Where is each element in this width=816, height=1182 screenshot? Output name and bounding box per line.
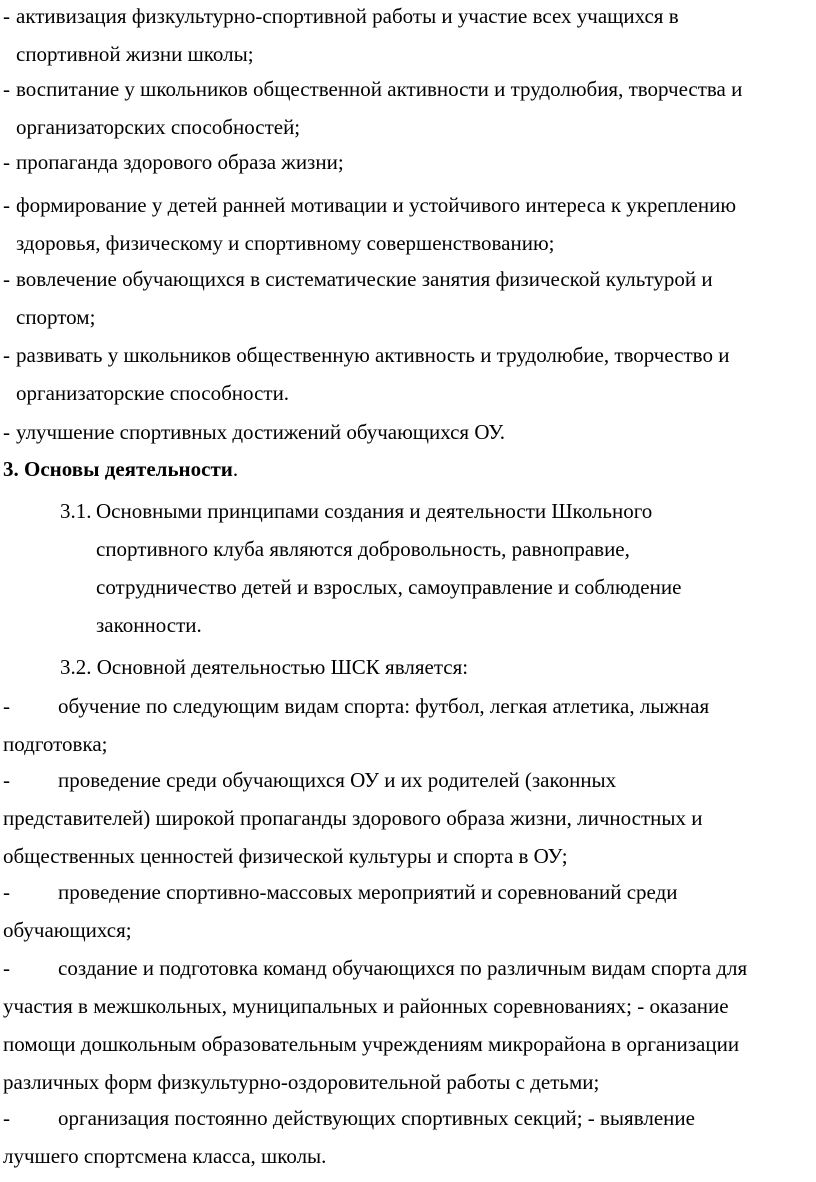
goal-line: организаторских способностей; [16, 115, 301, 139]
principle-paragraph [60, 492, 760, 644]
dash: - [3, 150, 10, 174]
goal-line: воспитание у школьников общественной активности и трудолюбия, творчества и [16, 77, 743, 101]
activity-line: лучшего спортсмена класса, школы. [3, 1144, 327, 1168]
main-activity-number: 3.2. [60, 655, 92, 679]
goal-line: активизация физкультурно-спортивной работы и участие всех учащихся в [16, 4, 679, 28]
activity-line: представителей) широкой пропаганды здорового образа жизни, личностных и [3, 806, 703, 830]
principle-line: законности. [96, 613, 202, 637]
activity-item [3, 1099, 813, 1175]
goal-line: развивать у школьников общественную активность и трудолюбие, творчество и [16, 343, 730, 367]
goal-line: спортивной жизни школы; [16, 42, 254, 66]
goal-item [3, 336, 729, 412]
principle-line: Основными принципами создания и деятельности Школьного [96, 499, 653, 523]
activity-item [3, 761, 813, 875]
dash: - [3, 4, 10, 28]
activity-line: создание и подготовка команд обучающихся по различным видам спорта для [58, 956, 748, 980]
dash: - [3, 694, 10, 718]
goal-item [3, 260, 713, 336]
goal-item [3, 143, 344, 181]
goal-line: здоровья, физическому и спортивному совершенствованию; [16, 231, 555, 255]
main-activity-text: Основной деятельностью ШСК является: [96, 655, 469, 679]
goal-line: улучшение спортивных достижений обучающихся ОУ. [16, 420, 505, 444]
goal-line: пропаганда здорового образа жизни; [16, 150, 344, 174]
activity-line: различных форм физкультурно-оздоровительной работы с детьми; [3, 1070, 600, 1094]
goal-item [3, 413, 505, 451]
activity-line: проведение среди обучающихся ОУ и их родителей (законных [58, 768, 617, 792]
dash: - [3, 768, 10, 792]
activity-item [3, 873, 813, 949]
activity-line: обучение по следующим видам спорта: футбол, легкая атлетика, лыжная [58, 694, 710, 718]
dash: - [3, 1106, 10, 1130]
goal-line: формирование у детей ранней мотивации и устойчивого интереса к укреплению [16, 193, 737, 217]
dash: - [3, 956, 10, 980]
section-title-dot: . [232, 457, 239, 481]
activity-line: подготовка; [3, 732, 108, 756]
goal-item [3, 70, 742, 146]
principle-line: спортивного клуба являются добровольность, равноправие, [96, 537, 630, 561]
goal-line: спортом; [16, 305, 96, 329]
activity-line: организация постоянно действующих спортивных секций; - выявление [58, 1106, 695, 1130]
dash: - [3, 880, 10, 904]
activity-line: общественных ценностей физической культуры и спорта в ОУ; [3, 844, 568, 868]
activity-item [3, 687, 813, 763]
activity-line: участия в межшкольных, муниципальных и районных соревнованиях; - оказание [3, 994, 729, 1018]
activity-line: обучающихся; [3, 918, 132, 942]
section-heading [3, 450, 238, 488]
activity-line: проведение спортивно-массовых мероприятий и соревнований среди [58, 880, 678, 904]
principle-line: сотрудничество детей и взрослых, самоуправление и соблюдение [96, 575, 682, 599]
goal-item [3, 0, 679, 73]
activity-line: помощи дошкольным образовательным учреждениям микрорайона в организации [3, 1032, 740, 1056]
section-title: 3. Основы деятельности [3, 457, 233, 481]
dash: - [3, 267, 10, 291]
dash: - [3, 343, 10, 367]
dash: - [3, 193, 10, 217]
main-activity-intro [60, 648, 468, 686]
goal-item [3, 186, 736, 262]
principle-number: 3.1. [60, 499, 92, 523]
activity-item [3, 949, 813, 1101]
goal-line: вовлечение обучающихся в систематические занятия физической культурой и [16, 267, 713, 291]
dash: - [3, 77, 10, 101]
dash: - [3, 420, 10, 444]
goal-line: организаторские способности. [16, 381, 290, 405]
